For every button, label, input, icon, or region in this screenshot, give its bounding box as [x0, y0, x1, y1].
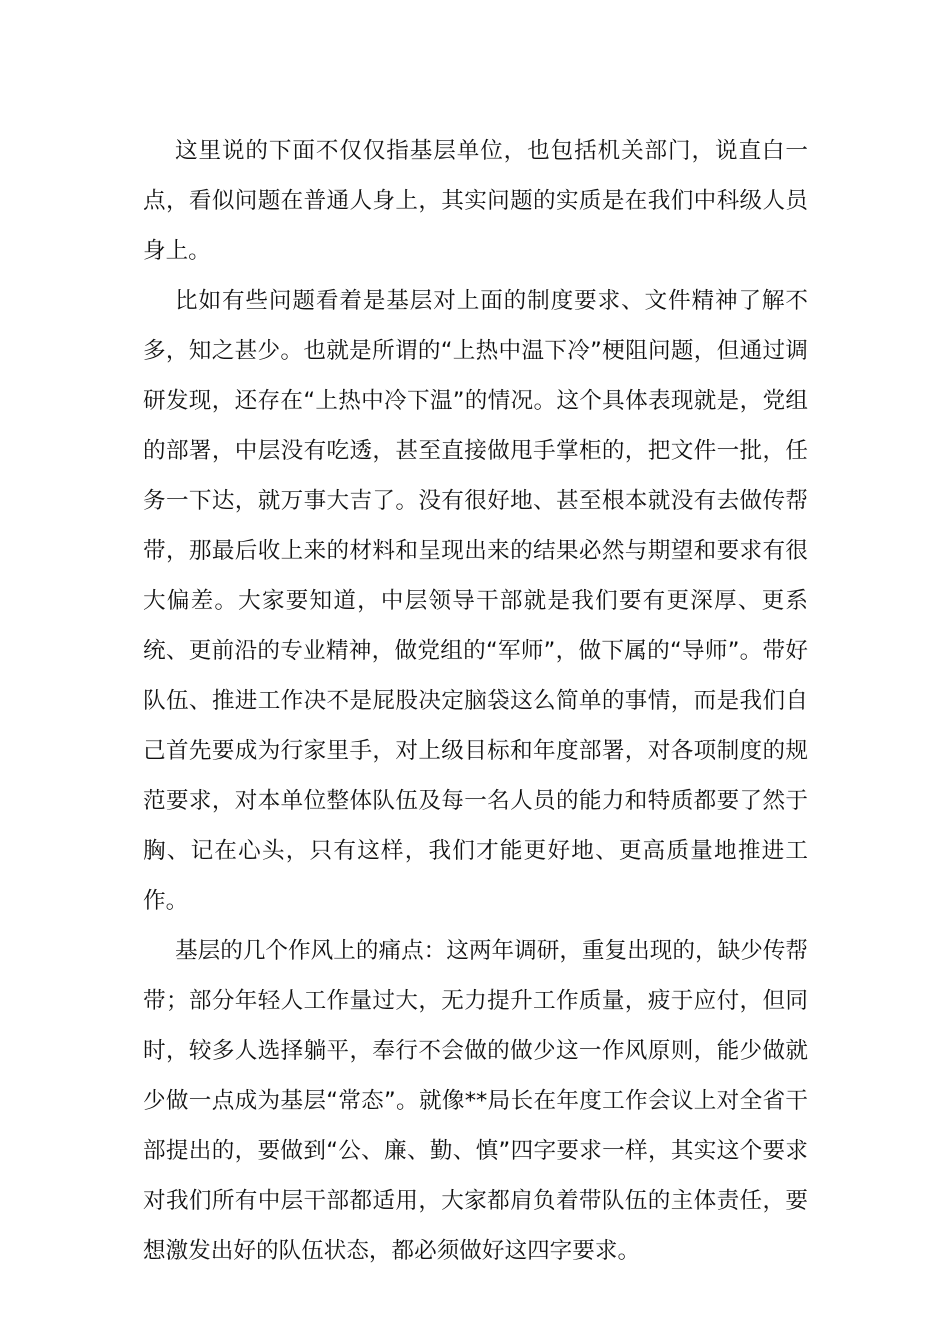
paragraph-3: 基层的几个作风上的痛点：这两年调研，重复出现的，缺少传帮带；部分年轻人工作量过大，无力提升工作质量，疲于应付，但同时，较多人选择躺平，奉行不会做的做少这一作风原则，能少做就少做一点成为基层“常态”。就像**局长在年度工作会议上对全省干部提出的，要做到“公、廉、勤、慎”四字要求一样，其实这个要求对我们所有中层干部都适用，大家都肩负着带队伍的主体责任，要想激发出好的队伍状态，都必须做好这四字要求。 [143, 938, 808, 1264]
paragraph-2: 比如有些问题看着是基层对上面的制度要求、文件精神了解不多，知之甚少。也就是所谓的“上热中温下冷”梗阻问题，但通过调研发现，还存在“上热中冷下温”的情况。这个具体表现就是，党组的部署，中层没有吃透，甚至直接做甩手掌柜的，把文件一批，任务一下达，就万事大吉了。没有很好地、甚至根本就没有去做传帮带，那最后收上来的材料和呈现出来的结果必然与期望和要求有很大偏差。大家要知道，中层领导干部就是我们要有更深厚、更系统、更前沿的专业精神，做党组的“军师”，做下属的“导师”。带好队伍、推进工作决不是屁股决定脑袋这么简单的事情，而是我们自己首先要成为行家里手，对上级目标和年度部署，对各项制度的规范要求，对本单位整体队伍及每一名人员的能力和特质都要了然于胸、记在心头，只有这样，我们才能更好地、更高质量地推进工作。 [143, 288, 808, 914]
paragraph-1: 这里说的下面不仅仅指基层单位，也包括机关部门，说直白一点，看似问题在普通人身上，其实问题的实质是在我们中科级人员身上。 [143, 138, 808, 264]
document-body [143, 126, 808, 1276]
